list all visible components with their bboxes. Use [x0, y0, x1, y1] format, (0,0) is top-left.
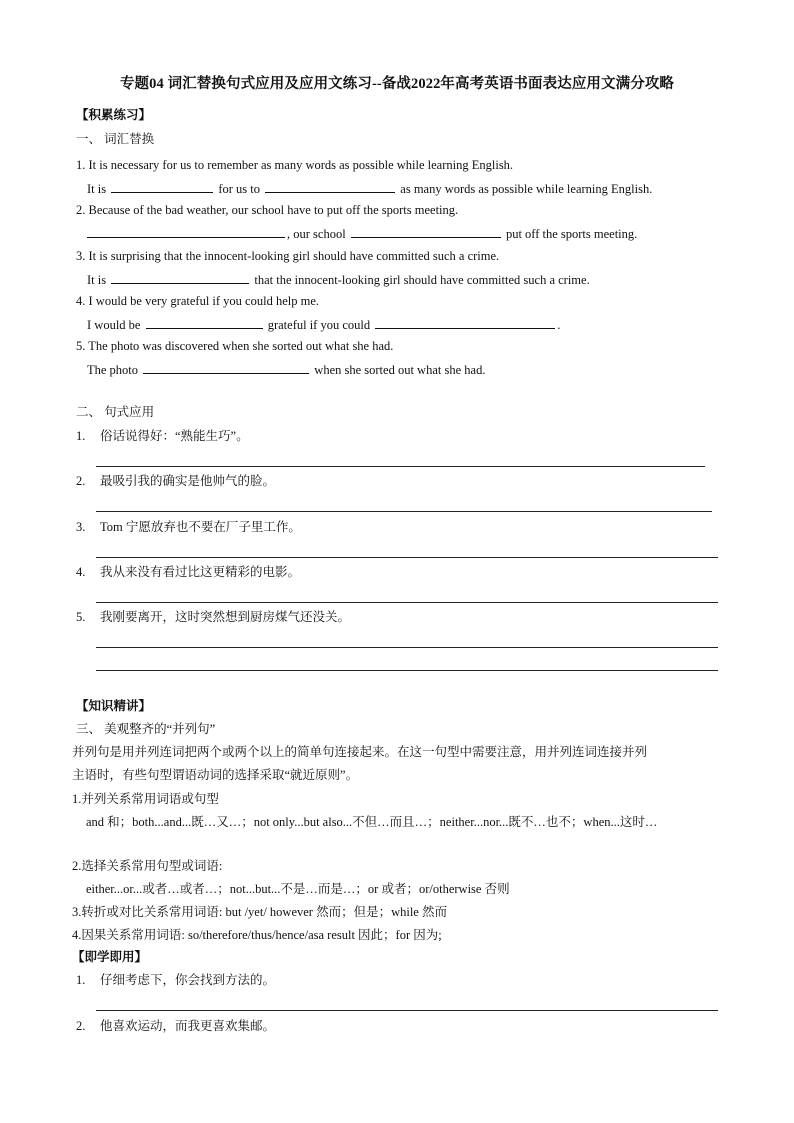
sentence-4-text: 我从来没有看过比这更精彩的电影。	[100, 565, 301, 579]
vocab-a5-part1: The photo	[87, 363, 139, 377]
section-accumulate-heading: 【积累练习】	[76, 108, 152, 122]
part2-heading: 二、 句式应用	[76, 405, 155, 419]
vocab-a1-part3: as many words as possible while learning English.	[400, 182, 653, 196]
vocab-a1-blank1[interactable]	[111, 180, 213, 193]
answer-line-p1[interactable]	[96, 1010, 718, 1011]
answer-line-s5b[interactable]	[96, 670, 718, 671]
sentence-3-num: 3.	[76, 520, 86, 534]
section-practice-heading: 【即学即用】	[72, 950, 148, 964]
vocab-a4-blank2[interactable]	[375, 316, 555, 329]
knowledge-1-heading: 1.并列关系常用词语或句型	[72, 792, 219, 806]
vocab-a3-part1: It is	[87, 273, 107, 287]
vocab-q4: 4. I would be very grateful if you could help me.	[76, 294, 319, 308]
sentence-2-text: 最吸引我的确实是他帅气的脸。	[100, 474, 276, 488]
practice-2-text: 他喜欢运动，而我更喜欢集邮。	[100, 1019, 276, 1033]
sentence-5-text: 我刚要离开，这时突然想到厨房煤气还没关。	[100, 610, 351, 624]
part3-desc-line2: 主语时，有些句型谓语动词的选择采取“就近原则”。	[72, 768, 359, 782]
practice-2-num: 2.	[76, 1019, 86, 1033]
sentence-3-text: Tom 宁愿放弃也不要在厂子里工作。	[100, 520, 301, 534]
answer-line-s2[interactable]	[96, 511, 712, 512]
answer-line-s5a[interactable]	[96, 647, 718, 648]
vocab-a1-blank2[interactable]	[265, 180, 395, 193]
vocab-a4-part1: I would be	[87, 318, 141, 332]
vocab-a4-part3: .	[557, 318, 561, 332]
answer-line-s4[interactable]	[96, 602, 718, 603]
vocab-a4	[87, 316, 560, 333]
vocab-a2-part3: put off the sports meeting.	[505, 227, 638, 241]
sentence-5	[76, 609, 350, 625]
part1-heading: 一、 词汇替换	[76, 132, 155, 146]
section-knowledge-heading: 【知识精讲】	[76, 699, 152, 713]
sentence-1-text: 俗话说得好：“熟能生巧”。	[100, 429, 249, 443]
sentence-2	[76, 473, 275, 489]
practice-1-text: 仔细考虑下，你会找到方法的。	[100, 973, 276, 987]
vocab-a2-blank2[interactable]	[351, 225, 501, 238]
sentence-4-num: 4.	[76, 565, 86, 579]
vocab-a1	[87, 180, 652, 197]
practice-2	[76, 1018, 275, 1034]
part3-heading: 三、 美观整齐的“并列句”	[76, 722, 216, 736]
vocab-a1-part1: It is	[87, 182, 107, 196]
answer-line-s1[interactable]	[96, 466, 705, 467]
part3-desc-line1: 并列句是用并列连词把两个或两个以上的简单句连接起来。在这一句型中需要注意，用并列连词连接并列	[72, 745, 648, 759]
vocab-q3: 3. It is surprising that the innocent-looking girl should have committed such a crime.	[76, 249, 500, 263]
vocab-a2-blank1[interactable]	[87, 225, 285, 238]
sentence-1-num: 1.	[76, 429, 86, 443]
page-title: 专题04 词汇替换句式应用及应用文练习--备战2022年高考英语书面表达应用文满分攻略	[119, 76, 675, 92]
vocab-a4-blank1[interactable]	[146, 316, 263, 329]
sentence-4	[76, 564, 300, 580]
answer-line-s3[interactable]	[96, 557, 718, 558]
vocab-q1: 1. It is necessary for us to remember as many words as possible while learning English.	[76, 158, 514, 172]
vocab-a4-part2: grateful if you could	[267, 318, 371, 332]
sentence-1	[76, 428, 249, 444]
knowledge-1-body: and 和；both...and...既…又…；not only...but also...不但…而且…；neither...nor...既不…也不；when...这时…	[86, 815, 658, 829]
practice-1-num: 1.	[76, 973, 86, 987]
sentence-5-num: 5.	[76, 610, 86, 624]
vocab-a5-part2: when she sorted out what she had.	[314, 363, 486, 377]
knowledge-3: 3.转折或对比关系常用词语: but /yet/ however 然而；但是；while 然而	[72, 905, 447, 919]
vocab-a2	[87, 225, 637, 242]
knowledge-2-heading: 2.选择关系常用句型或词语:	[72, 859, 223, 873]
sentence-2-num: 2.	[76, 474, 86, 488]
sentence-3	[76, 519, 301, 535]
vocab-a3-blank1[interactable]	[111, 271, 249, 284]
vocab-a5-blank1[interactable]	[143, 361, 309, 374]
vocab-a5	[87, 361, 485, 378]
vocab-a2-part2: , our school	[287, 227, 346, 241]
practice-1	[76, 972, 275, 988]
vocab-a3	[87, 271, 590, 288]
knowledge-4: 4.因果关系常用词语: so/therefore/thus/hence/asa result 因此；for 因为;	[72, 928, 442, 942]
knowledge-2-body: either...or...或者…或者…；not...but...不是…而是…；or 或者；or/otherwise 否则	[86, 882, 510, 896]
vocab-a1-part2: for us to	[218, 182, 261, 196]
vocab-q5: 5. The photo was discovered when she sorted out what she had.	[76, 339, 394, 353]
vocab-a3-part2: that the innocent-looking girl should have committed such a crime.	[254, 273, 590, 287]
vocab-q2: 2. Because of the bad weather, our school have to put off the sports meeting.	[76, 203, 459, 217]
